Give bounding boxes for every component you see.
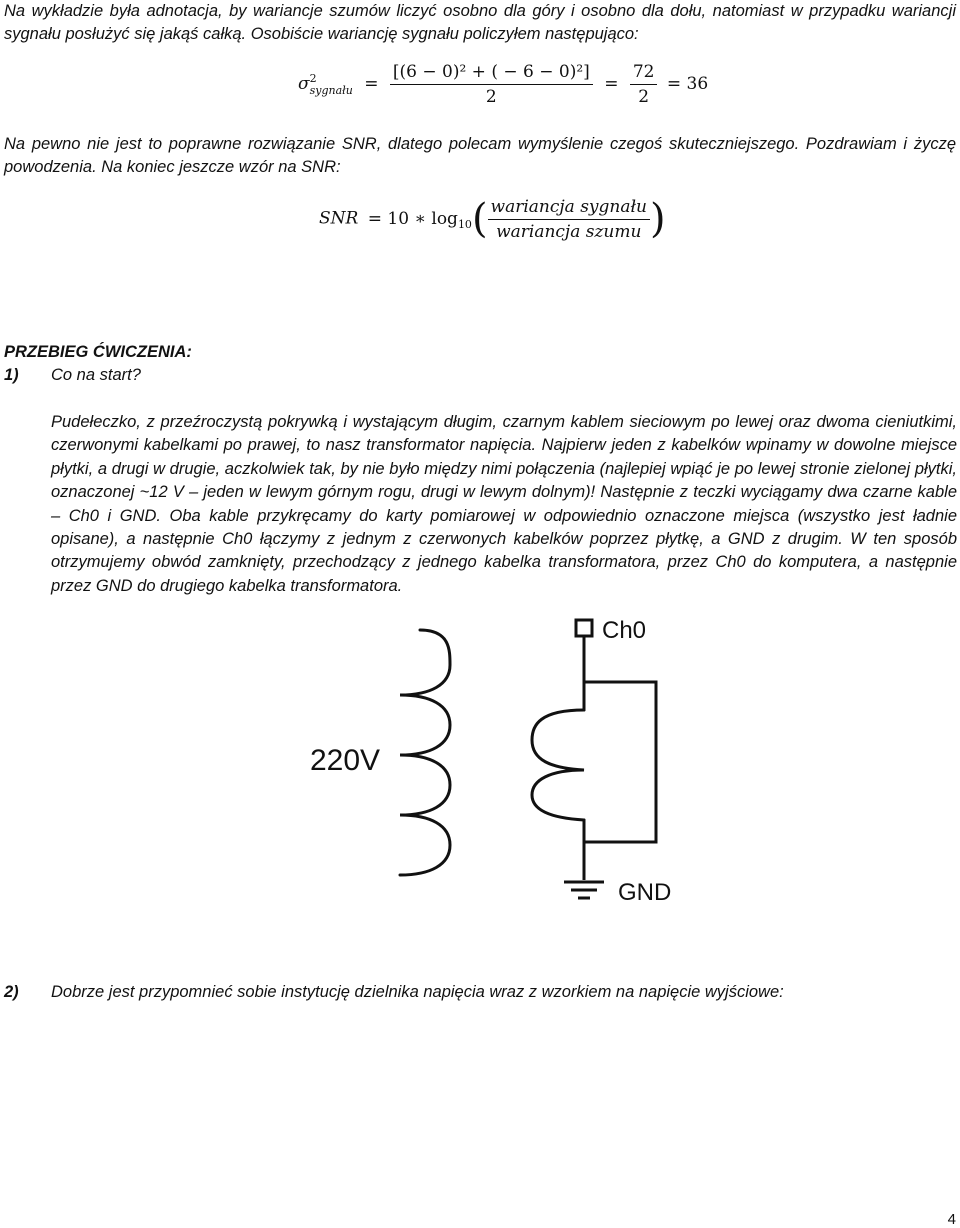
variance-fraction-2	[630, 62, 658, 107]
secondary-coil	[532, 636, 584, 842]
snr-numerator: wariancja sygnału	[488, 197, 650, 220]
variance-result: = 36	[666, 74, 709, 94]
item1-body: Pudełeczko, z przeźroczystą pokrywką i wystającym długim, czarnym kablem sieciowym po lewej oraz dwoma cieniutkimi, czerwonymi kabelkami po prawej, to nasz transformator napięcia. Najpierw jeden z kabelków wpinamy w dowolne miejsce płytki, a drugi w drugie, aczkolwiek tak, by nie było między nimi połączenia (najlepiej wpiąć je po lewej stronie zielonej płytki, oznaczonej ~12 V – jeden w lewym górnym rogu, drugi w lewym dolnym)! Następnie z teczki wyciągamy dwa czarne kable – Ch0 i GND. Oba kable przykręcamy do karty pomiarowej w odpowiednio oznaczone miejsca (wszystko jest ładnie opisane), a następnie Ch0 łączymy z jednym z czerwonych kabelków poprzez płytkę, a GND z drugim. W ten sposób otrzymujemy obwód zamknięty, przechodzący z jednego kabelka transformatora, przez Ch0 do komputera, a następnie przez GND do drugiego kabelka transformatora.	[51, 413, 957, 595]
item1-number: 1)	[4, 366, 19, 384]
variance-fraction	[390, 62, 593, 107]
ch0-label: Ch0	[602, 617, 647, 644]
ch0-terminal	[576, 620, 592, 636]
equals-sign: =	[364, 74, 379, 94]
snr-fraction	[488, 197, 650, 242]
gnd-label: GND	[618, 879, 672, 906]
sigma-superscript: 2	[309, 71, 317, 85]
comment-paragraph: Na pewno nie jest to poprawne rozwiązanie SNR, dlatego polecam wymyślenie czegoś skuteczniejszego. Pozdrawiam i życzę powodzenia. Na koniec jeszcze wzór na SNR:	[4, 135, 956, 176]
item2-number: 2)	[4, 983, 19, 1001]
page-number: 4	[947, 1211, 956, 1228]
variance-denominator: 2	[485, 87, 497, 107]
ground-icon	[564, 882, 604, 898]
snr-close-paren: )	[649, 196, 666, 242]
snr-log-base: 10	[457, 217, 472, 231]
intro-paragraph: Na wykładzie była adnotacja, by wariancje szumów liczyć osobno dla góry i osobno dla dołu, natomiast w przypadku wariancji sygnału posłużyć się jakąś całką. Osobiście wariancję sygnału policzyłem następująco:	[4, 2, 956, 43]
snr-open-paren: (	[471, 196, 488, 242]
variance-formula	[298, 62, 708, 107]
sigma-subscript: sygnału	[309, 83, 353, 97]
snr-formula	[319, 196, 666, 242]
snr-left: SNR	[319, 208, 359, 229]
section-heading: PRZEBIEG ĆWICZENIA:	[4, 343, 192, 361]
primary-coil	[400, 630, 450, 875]
voltage-label: 220V	[310, 744, 381, 777]
item2-title: Dobrze jest przypomnieć sobie instytucję dzielnika napięcia wraz z wzorkiem na napięcie wyjściowe:	[51, 983, 784, 1001]
resistor-branch	[584, 682, 656, 880]
variance-numerator-2: 72	[630, 62, 658, 85]
circuit-diagram	[300, 610, 720, 930]
sigma-symbol: σ	[298, 74, 310, 94]
item1-title: Co na start?	[51, 366, 141, 384]
equals-sign-2: =	[604, 74, 619, 94]
variance-numerator: [(6 − 0)² + ( − 6 − 0)²]	[390, 62, 593, 85]
snr-middle: = 10 ∗ log	[367, 208, 458, 229]
variance-denominator-2: 2	[638, 87, 650, 107]
snr-denominator: wariancja szumu	[496, 221, 642, 242]
